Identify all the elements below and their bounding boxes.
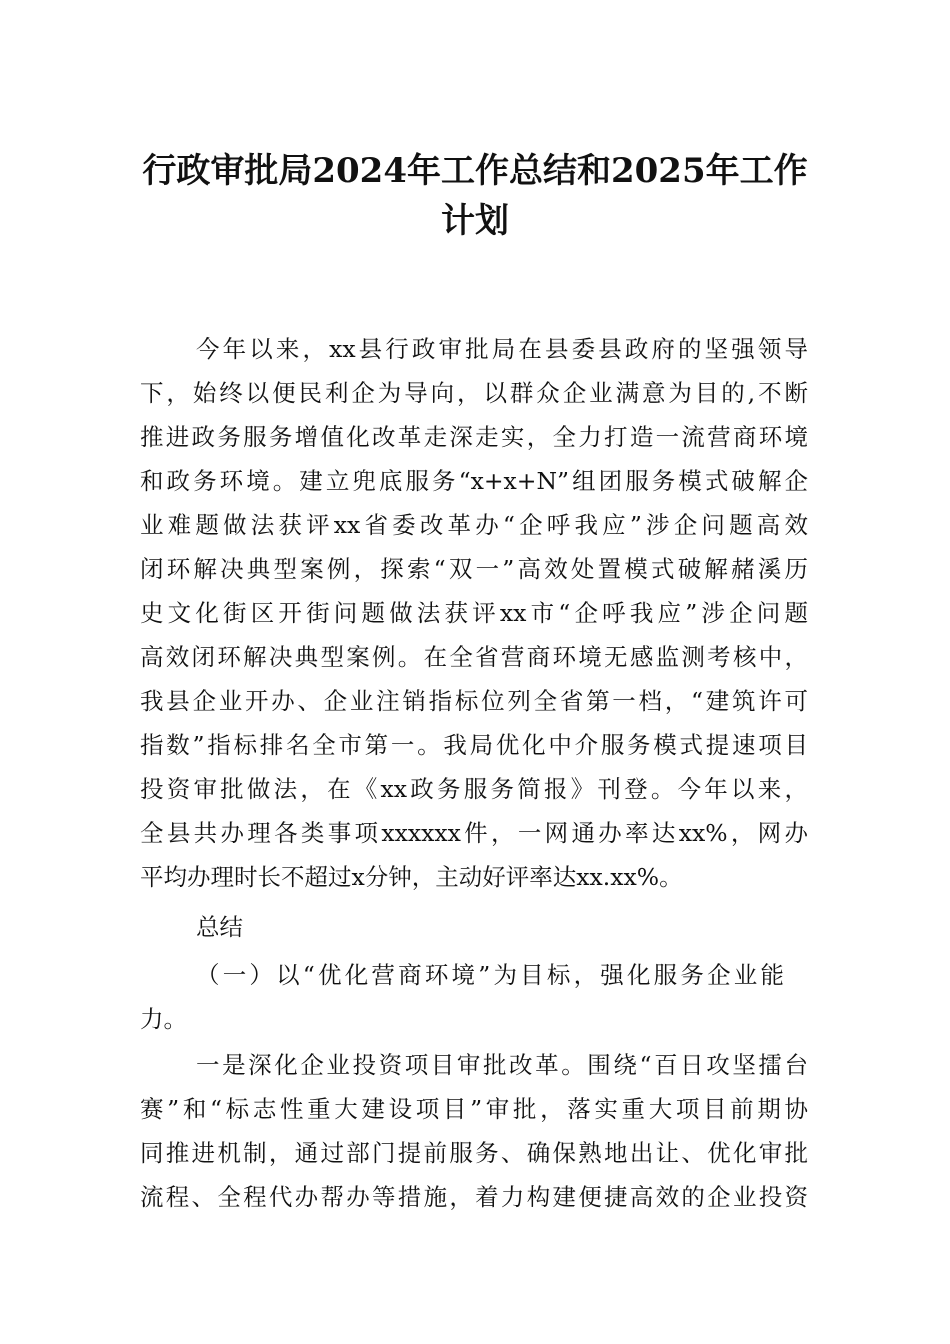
intro-line-7: 史文化街区开街问题做法获评xx市“企呼我应”涉企问题 [140,599,808,627]
paragraph-two-line-1: 一是深化企业投资项目审批改革。围绕“百日攻坚擂台 [196,1051,808,1079]
intro-line-10: 指数”指标排名全市第一。我局优化中介服务模式提速项目 [140,731,808,759]
intro-line-12: 全县共办理各类事项xxxxxx件，一网通办率达xx%，网办 [140,819,808,847]
document-title-line-1: 行政审批局2024年工作总结和2025年工作 [142,151,808,191]
document-title-line-2: 计划 [441,201,509,241]
paragraph-two-line-4: 流程、全程代办帮办等措施，着力构建便捷高效的企业投资 [140,1183,808,1211]
intro-line-3: 推进政务服务增值化改革走深走实，全力打造一流营商环境 [140,423,808,451]
subheading-line-1: （一）以“优化营商环境”为目标，强化服务企业能 [196,961,784,989]
paragraph-two-line-2: 赛”和“标志性重大建设项目”审批，落实重大项目前期协 [140,1095,808,1123]
intro-line-9: 我县企业开办、企业注销指标位列全省第一档，“建筑许可 [140,687,808,715]
intro-line-13: 平均办理时长不超过x分钟，主动好评率达xx.xx%。 [140,863,683,891]
intro-line-11: 投资审批做法，在《xx政务服务简报》刊登。今年以来， [140,775,808,803]
intro-line-8: 高效闭环解决典型案例。在全省营商环境无感监测考核中， [140,643,808,671]
intro-line-2: 下，始终以便民利企为导向，以群众企业满意为目的,不断 [140,379,808,407]
paragraph-two-line-3: 同推进机制，通过部门提前服务、确保熟地出让、优化审批 [140,1139,808,1167]
section-label: 总结 [196,913,243,941]
intro-line-5: 业难题做法获评xx省委改革办“企呼我应”涉企问题高效 [140,511,808,539]
intro-line-1: 今年以来，xx县行政审批局在县委县政府的坚强领导 [196,335,808,363]
subheading-line-2: 力。 [140,1005,187,1033]
intro-line-4: 和政务环境。建立兜底服务“x+x+N”组团服务模式破解企 [140,467,808,495]
intro-line-6: 闭环解决典型案例，探索“双一”高效处置模式破解赭溪历 [140,555,808,583]
